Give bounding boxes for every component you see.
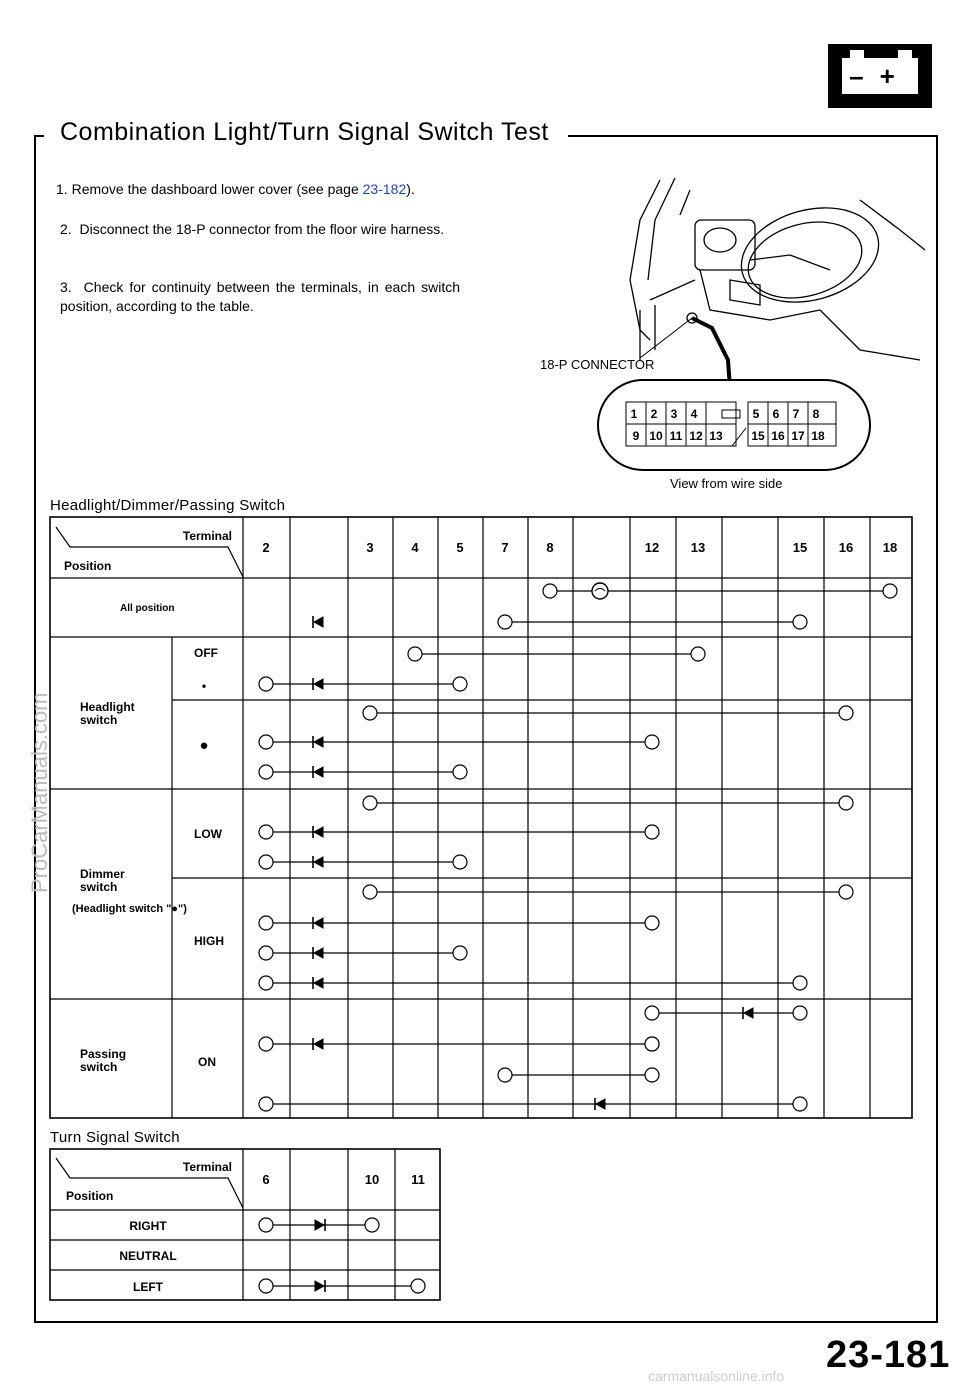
terminal-circle <box>793 1006 807 1020</box>
watermark: ProCarManuals.com <box>27 692 52 893</box>
section-title-headlight: Headlight/Dimmer/Passing Switch <box>50 497 286 514</box>
t2-row-neutral: NEUTRAL <box>119 1249 177 1263</box>
pos-low: LOW <box>194 827 222 841</box>
terminal-circle <box>363 706 377 720</box>
connector-view-note: View from wire side <box>670 476 783 491</box>
col-13: 13 <box>690 540 706 555</box>
step-1-text-end: ). <box>406 181 415 197</box>
pin-8: 8 <box>812 407 820 421</box>
terminal-circle <box>365 1218 379 1232</box>
col-15: 15 <box>792 540 808 555</box>
terminal-circle <box>645 1037 659 1051</box>
terminal-circle <box>259 765 273 779</box>
pin-1: 1 <box>630 407 638 421</box>
diode-icon <box>314 978 323 988</box>
col-8: 8 <box>546 540 554 555</box>
terminal-circle <box>793 615 807 629</box>
terminal-circle <box>259 855 273 869</box>
t2-header-terminal: Terminal <box>182 1160 232 1174</box>
connector-label: 18-P CONNECTOR <box>540 357 655 372</box>
terminal-circle <box>645 1006 659 1020</box>
terminal-circle <box>453 677 467 691</box>
terminal-circle <box>453 946 467 960</box>
terminal-circle <box>498 1068 512 1082</box>
pin-4: 4 <box>690 407 698 421</box>
pin-2: 2 <box>650 407 658 421</box>
pos-dot-small: • <box>201 679 207 693</box>
terminal-circle <box>645 916 659 930</box>
header-position: Position <box>64 559 112 573</box>
step-1-number: 1. <box>56 181 68 197</box>
label-passing: Passing <box>80 1047 127 1061</box>
terminal-circle <box>259 1279 273 1293</box>
footer-site: carmanualsonline.info <box>648 1368 785 1384</box>
terminal-circle <box>645 825 659 839</box>
diode-icon <box>596 1099 605 1109</box>
pin-18: 18 <box>811 429 825 443</box>
t2-col-10: 10 <box>364 1172 380 1187</box>
terminal-circle <box>543 584 557 598</box>
pos-dot-big: ● <box>199 737 209 754</box>
diode-icon <box>314 737 323 747</box>
header-terminal: Terminal <box>182 529 232 543</box>
diode-icon <box>314 918 323 928</box>
label-all-position: All position <box>120 603 175 614</box>
page-link[interactable]: 23-182 <box>362 181 407 197</box>
terminal-circle <box>453 765 467 779</box>
t2-row-right: RIGHT <box>129 1219 167 1233</box>
diode-icon <box>315 1220 324 1230</box>
label-dimmer-note: (Headlight switch "●") <box>72 903 187 915</box>
bulb-icon <box>592 583 608 599</box>
terminal-circle <box>259 1037 273 1051</box>
col-18: 18 <box>882 540 898 555</box>
terminal-circle <box>645 735 659 749</box>
terminal-circle <box>691 647 705 661</box>
diode-icon <box>314 1039 323 1049</box>
label-dimmer: Dimmer <box>80 867 125 881</box>
terminal-circle <box>498 615 512 629</box>
terminal-circle <box>645 1068 659 1082</box>
pin-15: 15 <box>751 429 765 443</box>
terminal-circle <box>259 1097 273 1111</box>
battery-minus: – <box>849 61 880 91</box>
terminal-circle <box>453 855 467 869</box>
diode-icon <box>744 1008 753 1018</box>
col-4: 4 <box>411 540 419 555</box>
col-3: 3 <box>366 540 374 555</box>
terminal-circle <box>259 735 273 749</box>
diode-icon <box>314 827 323 837</box>
col-2: 2 <box>262 540 270 555</box>
pin-11: 11 <box>669 429 683 443</box>
t2-row-left: LEFT <box>133 1280 163 1294</box>
page-title: Combination Light/Turn Signal Switch Test <box>60 118 549 146</box>
diode-icon <box>314 857 323 867</box>
terminal-circle <box>408 647 422 661</box>
label-headlight: Headlight <box>80 700 135 714</box>
step-3-text: Check for continuity between the terminals, in each switch position, according to the table. <box>60 279 460 314</box>
page-number: 23-181 <box>826 1334 951 1376</box>
pos-off: OFF <box>194 646 218 660</box>
pos-on: ON <box>198 1055 216 1069</box>
terminal-circle <box>363 796 377 810</box>
step-1-text: Remove the dashboard lower cover (see page <box>71 181 363 197</box>
terminal-circle <box>411 1279 425 1293</box>
terminal-circle <box>259 916 273 930</box>
diode-icon <box>314 679 323 689</box>
step-2-number: 2. <box>60 221 72 237</box>
terminal-circle <box>259 825 273 839</box>
terminal-circle <box>259 946 273 960</box>
pin-13: 13 <box>709 429 723 443</box>
diode-icon <box>315 1281 324 1291</box>
col-5: 5 <box>456 540 464 555</box>
diode-icon <box>314 948 323 958</box>
t2-col-11: 11 <box>411 1172 425 1187</box>
pin-17: 17 <box>791 429 805 443</box>
step-3-number: 3. <box>60 279 72 295</box>
pin-12: 12 <box>689 429 703 443</box>
section-title-turn-signal: Turn Signal Switch <box>50 1129 180 1146</box>
terminal-circle <box>259 677 273 691</box>
terminal-circle <box>839 796 853 810</box>
terminal-circle <box>839 885 853 899</box>
pin-7: 7 <box>792 407 800 421</box>
step-2-text: Disconnect the 18-P connector from the floor wire harness. <box>79 221 445 237</box>
pin-6: 6 <box>772 407 780 421</box>
label-headlight-2: switch <box>80 713 118 727</box>
terminal-circle <box>793 976 807 990</box>
pin-3: 3 <box>670 407 678 421</box>
pin-5: 5 <box>752 407 760 421</box>
terminal-circle <box>363 885 377 899</box>
col-7: 7 <box>501 540 509 555</box>
pin-9: 9 <box>632 429 640 443</box>
terminal-circle <box>259 976 273 990</box>
label-passing-2: switch <box>80 1060 118 1074</box>
terminal-circle <box>259 1218 273 1232</box>
t2-header-position: Position <box>66 1189 114 1203</box>
diode-icon <box>314 767 323 777</box>
col-16: 16 <box>838 540 854 555</box>
t2-col-6: 6 <box>262 1172 270 1187</box>
label-dimmer-2: switch <box>80 880 118 894</box>
col-12: 12 <box>644 540 660 555</box>
terminal-circle <box>793 1097 807 1111</box>
pin-10: 10 <box>649 429 663 443</box>
battery-plus: + <box>879 61 911 91</box>
pos-high: HIGH <box>194 934 224 948</box>
terminal-circle <box>839 706 853 720</box>
terminal-circle <box>883 584 897 598</box>
diode-icon <box>314 617 323 627</box>
pin-16: 16 <box>771 429 785 443</box>
